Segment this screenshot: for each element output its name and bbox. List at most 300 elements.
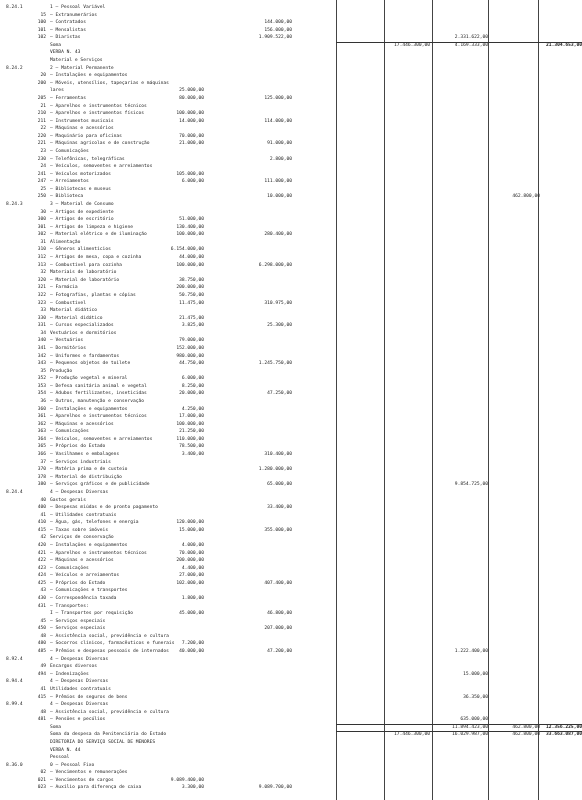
cell-desc: Pessoal bbox=[50, 755, 70, 761]
table-row bbox=[0, 19, 582, 26]
table-row bbox=[0, 4, 582, 11]
cell-c1: 3.300,00 bbox=[181, 785, 204, 791]
cell-code: 40 bbox=[40, 497, 46, 503]
cell-desc: 2 — Material Permanente bbox=[50, 65, 114, 71]
table-row bbox=[0, 565, 582, 572]
cell-code: 45 bbox=[40, 618, 46, 624]
cell-desc: — Prêmios de seguros de bens bbox=[50, 694, 128, 700]
cell-code: 48 bbox=[40, 633, 46, 639]
cell-c1: 11.475,00 bbox=[179, 300, 204, 306]
cell-c1: 38.750,00 bbox=[179, 277, 204, 283]
cell-code: 431 bbox=[37, 603, 46, 609]
cell-c1: 17.000,00 bbox=[179, 414, 204, 420]
cell-c1: 8.250,00 bbox=[181, 383, 204, 389]
cell-c1: 6.000,00 bbox=[181, 376, 204, 382]
table-row bbox=[0, 254, 582, 261]
cell-c1: 110.000,00 bbox=[176, 436, 204, 442]
cell-code: 23 bbox=[40, 148, 46, 154]
table-row bbox=[0, 754, 582, 761]
cell-desc: — Matéria prima e de custeio bbox=[50, 467, 128, 473]
table-row bbox=[0, 436, 582, 443]
cell-c2: 407.400,00 bbox=[264, 580, 292, 586]
cell-c4: 635.000,00 bbox=[460, 717, 488, 723]
cell-c4: 2.331.622,00 bbox=[454, 35, 488, 41]
cell-code: 366 bbox=[37, 452, 46, 458]
cell-c2: 6.298.000,00 bbox=[258, 262, 292, 268]
cell-desc: — Artigos de expediente bbox=[50, 209, 114, 215]
cell-code: 102 bbox=[37, 35, 46, 41]
cell-c1: 50.750,00 bbox=[179, 292, 204, 298]
cell-c1: 105.000,00 bbox=[176, 171, 204, 177]
cell-code: 423 bbox=[37, 565, 46, 571]
cell-code: 330 bbox=[37, 315, 46, 321]
table-row bbox=[0, 118, 582, 125]
table-row bbox=[0, 497, 582, 504]
cell-code: 410 bbox=[37, 520, 46, 526]
cell-c1: 200.000,00 bbox=[176, 285, 204, 291]
cell-desc: — Vasilhames e embalagens bbox=[50, 452, 120, 458]
cell-code: 342 bbox=[37, 353, 46, 359]
cell-desc: — Comunicações bbox=[50, 565, 89, 571]
table-row bbox=[0, 481, 582, 488]
cell-desc: I — Transportes por requisição bbox=[50, 611, 133, 617]
table-row bbox=[0, 701, 582, 708]
cell-c1: 200.000,00 bbox=[176, 558, 204, 564]
cell-c1: 21.475,00 bbox=[179, 315, 204, 321]
cell-sec: 8.36.0 bbox=[6, 762, 23, 768]
table-row bbox=[0, 678, 582, 685]
table-row bbox=[0, 110, 582, 117]
cell-sec: 8.94.4 bbox=[6, 679, 23, 685]
cell-desc: — Serviços especiais bbox=[50, 626, 106, 632]
cell-code: 481 bbox=[37, 717, 46, 723]
cell-desc: Alimentação bbox=[50, 239, 81, 245]
cell-c1: 4.400,00 bbox=[181, 565, 204, 571]
cell-c2: 25.300,00 bbox=[267, 323, 292, 329]
cell-code: 25 bbox=[40, 186, 46, 192]
table-row bbox=[0, 163, 582, 170]
cell-code: 363 bbox=[37, 429, 46, 435]
cell-desc: 3 — Material de Consumo bbox=[50, 202, 114, 207]
cell-code: 362 bbox=[37, 421, 46, 427]
cell-c1: 79.000,00 bbox=[179, 338, 204, 344]
cell-desc: — Bibliotecas e museus bbox=[50, 186, 111, 192]
cell-c2: 125.000,00 bbox=[264, 95, 292, 101]
cell-c1: 78.500,00 bbox=[179, 444, 204, 450]
cell-c2: 47.200,00 bbox=[267, 649, 292, 655]
cell-code: 415 bbox=[37, 694, 46, 700]
cell-c1: 7.200,00 bbox=[181, 641, 204, 647]
table-row bbox=[0, 443, 582, 450]
table-row bbox=[0, 784, 582, 791]
cell-c2: 111.000,00 bbox=[264, 179, 292, 185]
cell-code: 41 bbox=[40, 512, 46, 518]
cell-desc: — Biblioteca bbox=[50, 194, 84, 200]
cell-c1: 980.000,00 bbox=[176, 353, 204, 359]
cell-code: 353 bbox=[37, 383, 46, 389]
cell-c1: 152.000,00 bbox=[176, 345, 204, 351]
table-row bbox=[0, 716, 582, 723]
sum-rule bbox=[336, 731, 582, 732]
cell-c1: 120.000,00 bbox=[176, 520, 204, 526]
cell-c1: 9.089.400,00 bbox=[170, 777, 204, 783]
cell-c1: 15.000,00 bbox=[179, 527, 204, 533]
cell-desc: — Veículos e arreiamentos bbox=[50, 573, 120, 579]
cell-code: 322 bbox=[37, 292, 46, 298]
cell-c6: 21.304.653,00 bbox=[546, 42, 582, 48]
cell-c1: 1.800,00 bbox=[181, 596, 204, 601]
cell-desc: VERBA N. 44 bbox=[50, 747, 81, 753]
cell-desc: — Material de laboratório bbox=[50, 277, 120, 283]
cell-c1: 130.400,00 bbox=[176, 224, 204, 230]
cell-desc: — Instalações e equipamentos bbox=[50, 406, 128, 412]
table-row bbox=[0, 307, 582, 314]
table-row bbox=[0, 300, 582, 307]
cell-desc: — Artigos de mesa, copa e cozinha bbox=[50, 255, 142, 261]
table-row bbox=[0, 216, 582, 223]
table-row bbox=[0, 504, 582, 511]
cell-code: 331 bbox=[37, 323, 46, 329]
cell-code: 313 bbox=[37, 262, 46, 268]
table-row bbox=[0, 724, 582, 731]
cell-desc: — Socorros clínicos, farmacêuticos e funerais bbox=[50, 641, 175, 647]
cell-code: 312 bbox=[37, 255, 46, 261]
cell-c2: 144.000,00 bbox=[264, 20, 292, 26]
cell-desc: — Fotografias, plantas e cópias bbox=[50, 292, 136, 298]
table-row bbox=[0, 80, 582, 87]
cell-code: 364 bbox=[37, 436, 46, 442]
table-row bbox=[0, 747, 582, 754]
table-row bbox=[0, 57, 582, 64]
cell-code: 352 bbox=[37, 376, 46, 382]
table-row bbox=[0, 633, 582, 640]
cell-desc: 4 — Despesas Diversas bbox=[50, 656, 109, 662]
cell-code: 323 bbox=[37, 300, 46, 306]
table-row bbox=[0, 428, 582, 435]
cell-c1: 100.000,00 bbox=[176, 232, 204, 238]
cell-code: 34 bbox=[40, 330, 46, 336]
table-row bbox=[0, 239, 582, 246]
cell-code: 20 bbox=[40, 73, 46, 79]
cell-desc: — Máquinas agrícolas e de construção bbox=[50, 141, 150, 147]
table-row bbox=[0, 133, 582, 140]
cell-c1: 100.000,00 bbox=[176, 421, 204, 427]
cell-c1: 45.000,00 bbox=[179, 611, 204, 617]
cell-desc: — Farmácia bbox=[50, 285, 78, 291]
cell-code: 485 bbox=[37, 649, 46, 655]
cell-desc: — Próprios do Estado bbox=[50, 580, 106, 586]
cell-desc: — Cursos especializados bbox=[50, 323, 114, 329]
cell-c1: 14.000,00 bbox=[179, 118, 204, 124]
cell-desc: — Correspondência taxada bbox=[50, 596, 117, 601]
table-row bbox=[0, 618, 582, 625]
cell-c2: 156.000,00 bbox=[264, 27, 292, 33]
table-row bbox=[0, 390, 582, 397]
cell-desc: — Indenizações bbox=[50, 671, 89, 677]
cell-desc: — Uniformes e fardamentos bbox=[50, 353, 120, 359]
table-row bbox=[0, 383, 582, 390]
cell-desc: — Serviços gráficos e de publicidade bbox=[50, 482, 150, 488]
cell-c1: 27.000,00 bbox=[179, 573, 204, 579]
cell-c4: 36.350,00 bbox=[463, 694, 488, 700]
cell-code: 343 bbox=[37, 361, 46, 367]
cell-desc: Utilidades contratuais bbox=[50, 686, 111, 692]
cell-code: 378 bbox=[37, 474, 46, 480]
cell-desc: — Instalações e equipamentos bbox=[50, 542, 128, 548]
cell-desc: 1 — Pessoal Variável bbox=[50, 5, 106, 10]
cell-c1: 6.154.000,00 bbox=[170, 247, 204, 253]
table-row bbox=[0, 769, 582, 776]
cell-desc: — Defesa sanitária animal e vegetal bbox=[50, 383, 147, 389]
cell-code: 300 bbox=[37, 217, 46, 223]
cell-code: 41 bbox=[40, 686, 46, 692]
table-row bbox=[0, 345, 582, 352]
table-row bbox=[0, 451, 582, 458]
cell-c2: 10.000,00 bbox=[267, 194, 292, 200]
cell-code: 360 bbox=[37, 406, 46, 412]
cell-desc: 0 — Pessoal Fixo bbox=[50, 762, 95, 768]
cell-desc: — Comunicações bbox=[50, 148, 89, 154]
cell-code: 33 bbox=[40, 308, 46, 314]
table-row bbox=[0, 625, 582, 632]
cell-code: 365 bbox=[37, 444, 46, 450]
table-row bbox=[0, 398, 582, 405]
cell-c1: 4.250,00 bbox=[181, 406, 204, 412]
cell-code: 36 bbox=[40, 399, 46, 404]
cell-desc: — Despesas miúdas e de pronto pagamento bbox=[50, 505, 158, 511]
cell-code: 341 bbox=[37, 345, 46, 351]
table-row bbox=[0, 171, 582, 178]
table-row bbox=[0, 34, 582, 41]
cell-desc: — Máquinas e acessórios bbox=[50, 126, 114, 132]
cell-code: 247 bbox=[37, 179, 46, 185]
cell-desc: 4 — Despesas Diversas bbox=[50, 702, 109, 708]
cell-desc: Materiais de laboratório bbox=[50, 270, 117, 276]
cell-desc: — Prêmios e despesas pessoais de internados bbox=[50, 649, 169, 655]
cell-sec: 8.99.4 bbox=[6, 702, 23, 708]
cell-code: 15 bbox=[40, 12, 46, 18]
cell-desc: — Aparelhos e instrumentos técnicos bbox=[50, 550, 147, 556]
cell-desc: — Assistência social, previdência e cultura bbox=[50, 709, 169, 715]
cell-sec: 8.92.4 bbox=[6, 656, 23, 662]
cell-c2: 46.800,00 bbox=[267, 611, 292, 617]
cell-code: 321 bbox=[37, 285, 46, 291]
cell-desc: Serviços de conservação bbox=[50, 535, 114, 541]
table-row bbox=[0, 12, 582, 19]
cell-desc: — Utilidades contratuais bbox=[50, 512, 117, 518]
cell-desc: — Aparelhos e instrumentos físicos bbox=[50, 111, 145, 117]
cell-c4: 16.029.987,00 bbox=[452, 732, 488, 738]
cell-c4: 4.169.333,00 bbox=[454, 42, 488, 48]
table-row bbox=[0, 739, 582, 746]
table-row bbox=[0, 315, 582, 322]
table-row bbox=[0, 42, 582, 49]
cell-code: 450 bbox=[37, 626, 46, 632]
cell-desc: Soma da despesa da Penitenciária do Estado bbox=[50, 732, 167, 738]
cell-code: 424 bbox=[37, 573, 46, 579]
cell-code: 35 bbox=[40, 368, 46, 374]
cell-c2: 114.000,00 bbox=[264, 118, 292, 124]
cell-desc: — Pensões e pecúlios bbox=[50, 717, 106, 723]
cell-code: 400 bbox=[37, 505, 46, 511]
cell-desc: Soma bbox=[50, 42, 62, 48]
cell-c1: 21.250,00 bbox=[179, 429, 204, 435]
table-row bbox=[0, 686, 582, 693]
table-row bbox=[0, 375, 582, 382]
table-row bbox=[0, 193, 582, 200]
table-row bbox=[0, 65, 582, 72]
cell-desc: — Aparelhos e instrumentos técnicos bbox=[50, 414, 147, 420]
cell-desc: — Mensalistas bbox=[50, 27, 86, 33]
table-row bbox=[0, 140, 582, 147]
cell-desc: — Contratados bbox=[50, 20, 86, 26]
table-row bbox=[0, 466, 582, 473]
table-row bbox=[0, 527, 582, 534]
cell-c2: 310.975,00 bbox=[264, 300, 292, 306]
cell-c2: 207.000,00 bbox=[264, 626, 292, 632]
cell-c2: 91.000,00 bbox=[267, 141, 292, 147]
cell-sec: 8.24.3 bbox=[6, 202, 23, 207]
cell-desc: — Material elétrico e de iluminação bbox=[50, 232, 147, 238]
cell-desc: — Serviços especiais bbox=[50, 618, 106, 624]
cell-code: 370 bbox=[37, 467, 46, 473]
cell-desc: Material e Serviços bbox=[50, 58, 103, 64]
cell-c2: 47.250,00 bbox=[267, 391, 292, 397]
cell-desc: — Ferramentas bbox=[50, 95, 86, 101]
table-row bbox=[0, 731, 582, 738]
cell-desc: VERBA N. 43 bbox=[50, 50, 81, 56]
cell-c1: 40.000,00 bbox=[179, 649, 204, 655]
table-row bbox=[0, 421, 582, 428]
cell-desc: — Adubos fertilizantes, inseticidas bbox=[50, 391, 147, 397]
cell-code: 380 bbox=[37, 482, 46, 488]
table-row bbox=[0, 610, 582, 617]
cell-code: 250 bbox=[37, 194, 46, 200]
cell-desc: — Pequenos objetos de toilete bbox=[50, 361, 131, 367]
cell-desc: Produção bbox=[50, 368, 73, 374]
table-row bbox=[0, 231, 582, 238]
cell-c2: 310.400,00 bbox=[264, 452, 292, 458]
table-row bbox=[0, 550, 582, 557]
table-row bbox=[0, 656, 582, 663]
cell-code: 32 bbox=[40, 270, 46, 276]
cell-code: 023 bbox=[37, 785, 46, 791]
cell-c5: 462.800,00 bbox=[512, 724, 540, 730]
cell-desc: — Veículos motorizados bbox=[50, 171, 111, 177]
cell-code: 43 bbox=[40, 588, 46, 594]
cell-code: 100 bbox=[37, 20, 46, 26]
table-row bbox=[0, 284, 582, 291]
table-row bbox=[0, 762, 582, 769]
cell-code: 301 bbox=[37, 224, 46, 230]
cell-desc: — Instrumentos musicais bbox=[50, 118, 114, 124]
table-row bbox=[0, 27, 582, 34]
table-row bbox=[0, 519, 582, 526]
cell-desc: — Auxílio para diferença de caixa bbox=[50, 785, 142, 791]
cell-code: 37 bbox=[40, 459, 46, 465]
table-row bbox=[0, 360, 582, 367]
cell-desc: — Transportes: bbox=[50, 603, 89, 609]
table-row bbox=[0, 262, 582, 269]
cell-desc: — Artigos de limpeza e higiene bbox=[50, 224, 133, 230]
table-row bbox=[0, 103, 582, 110]
cell-desc: — Vencimentos e remunerações bbox=[50, 770, 128, 776]
cell-desc: — Comunicações e transportes bbox=[50, 588, 128, 594]
table-row bbox=[0, 87, 582, 94]
cell-desc: Encargos diversos bbox=[50, 664, 98, 670]
cell-code: 421 bbox=[37, 550, 46, 556]
cell-c5: 462.800,00 bbox=[512, 732, 540, 738]
table-row bbox=[0, 587, 582, 594]
table-row bbox=[0, 186, 582, 193]
cell-c1: 20.000,00 bbox=[179, 391, 204, 397]
cell-c2: 1.280.000,00 bbox=[258, 467, 292, 473]
cell-c3: 17.446.300,00 bbox=[394, 42, 430, 48]
cell-c2: 355.000,00 bbox=[264, 527, 292, 533]
cell-code: 221 bbox=[37, 141, 46, 147]
table-row bbox=[0, 292, 582, 299]
cell-desc: lares bbox=[50, 88, 64, 94]
cell-desc: 4 — Despesas Diversas bbox=[50, 489, 109, 495]
cell-desc: — Gêneros alimentícios bbox=[50, 247, 111, 253]
table-row bbox=[0, 557, 582, 564]
table-row bbox=[0, 777, 582, 784]
cell-code: 310 bbox=[37, 247, 46, 253]
cell-desc: — Aparelhos e instrumentos técnicos bbox=[50, 103, 147, 109]
cell-desc: — Vestuários bbox=[50, 338, 84, 344]
table-row bbox=[0, 156, 582, 163]
cell-sec: 8.24.1 bbox=[6, 5, 23, 10]
cell-desc: — Veículos, semoventes e arreiamentos bbox=[50, 164, 153, 170]
table-row bbox=[0, 178, 582, 185]
sum-rule bbox=[336, 724, 582, 725]
cell-c3: 17.446.300,00 bbox=[394, 732, 430, 738]
cell-c5: 462.800,00 bbox=[512, 194, 540, 200]
cell-desc: — Taxas sobre imóveis bbox=[50, 527, 109, 533]
table-row bbox=[0, 246, 582, 253]
cell-code: 31 bbox=[40, 239, 46, 245]
cell-code: 361 bbox=[37, 414, 46, 420]
cell-desc: — Vencimentos de cargos bbox=[50, 777, 114, 783]
cell-code: 480 bbox=[37, 641, 46, 647]
cell-desc: — Telefônicas, telegráficas bbox=[50, 156, 125, 162]
cell-code: 415 bbox=[37, 527, 46, 533]
table-row bbox=[0, 595, 582, 602]
table-row bbox=[0, 572, 582, 579]
cell-c2: 2.800,00 bbox=[269, 156, 292, 162]
cell-code: 48 bbox=[40, 709, 46, 715]
table-row bbox=[0, 603, 582, 610]
table-row bbox=[0, 580, 582, 587]
cell-code: 22 bbox=[40, 126, 46, 132]
table-row bbox=[0, 368, 582, 375]
cell-c1: 70.000,00 bbox=[179, 133, 204, 139]
cell-c2: 65.000,00 bbox=[267, 482, 292, 488]
cell-code: 200 bbox=[37, 80, 46, 86]
cell-c1: 25.000,00 bbox=[179, 88, 204, 94]
table-row bbox=[0, 277, 582, 284]
table-row bbox=[0, 95, 582, 102]
table-row bbox=[0, 330, 582, 337]
table-row bbox=[0, 353, 582, 360]
table-row bbox=[0, 337, 582, 344]
cell-code: 49 bbox=[40, 664, 46, 670]
cell-c6: 12.356.225,00 bbox=[546, 724, 582, 730]
cell-c1: 6.000,00 bbox=[181, 179, 204, 185]
cell-code: 021 bbox=[37, 777, 46, 783]
cell-code: 302 bbox=[37, 232, 46, 238]
cell-code: 211 bbox=[37, 118, 46, 124]
